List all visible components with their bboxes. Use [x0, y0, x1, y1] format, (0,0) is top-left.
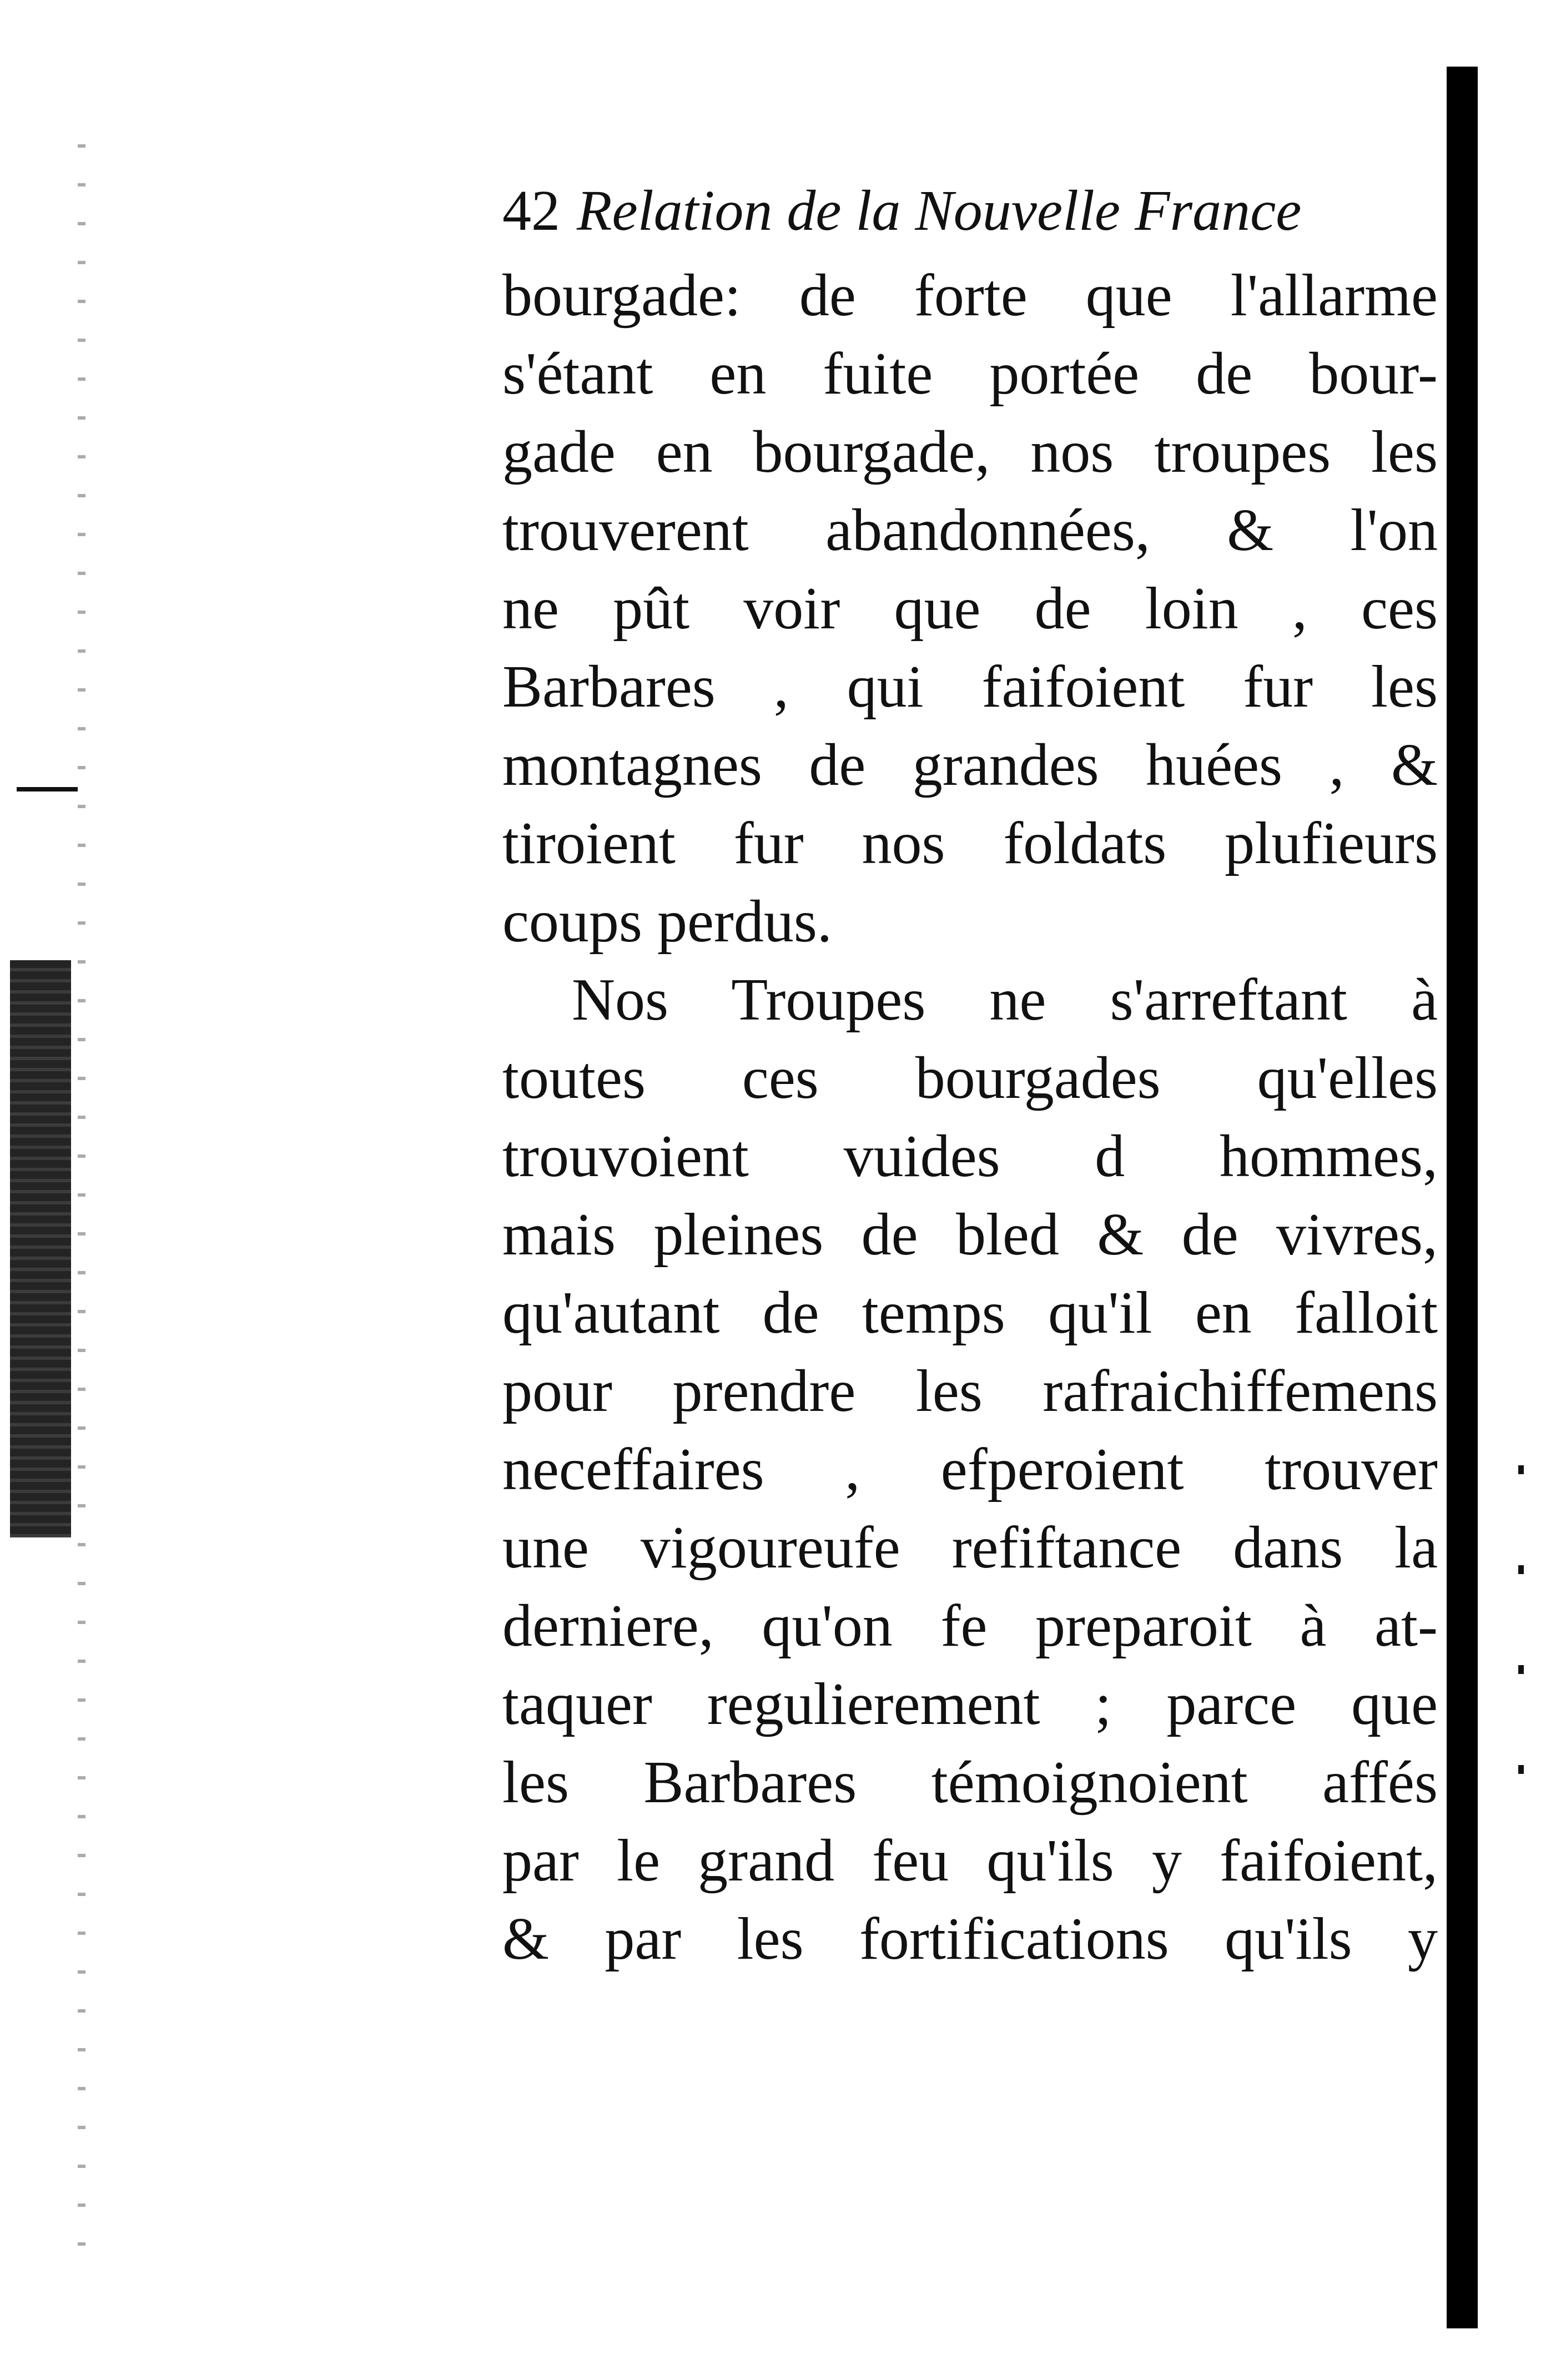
text-line: ne pût voir que de loin , ces	[502, 576, 1438, 642]
text-line: montagnes de grandes huées , &	[502, 732, 1438, 798]
text-line: neceffaires , efperoient trouver	[502, 1436, 1438, 1502]
book-page	[502, 172, 1438, 1978]
text-line: les Barbares témoignoient affés	[502, 1749, 1438, 1816]
text-line: mais pleines de bled & de vivres,	[502, 1202, 1438, 1268]
text-line-paragraph-start: Nos Troupes ne s'arreftant à	[572, 967, 1438, 1033]
running-title: Relation de la Nouvelle France	[577, 179, 1302, 243]
page-number: 42	[502, 179, 560, 243]
scan-edge-smudge	[10, 960, 71, 1537]
text-line: Barbares , qui faifoient fur les	[502, 654, 1438, 720]
page-gutter-bar	[1447, 67, 1478, 2328]
running-header	[502, 172, 1438, 250]
scan-edge-marks	[1518, 1465, 1524, 1865]
text-line: s'étant en fuite portée de bour-	[502, 341, 1438, 407]
body-text	[502, 256, 1438, 1978]
text-line: toutes ces bourgades qu'elles	[502, 1045, 1438, 1111]
text-line: trouvoient vuides d hommes,	[502, 1123, 1438, 1189]
scan-margin-dots	[78, 144, 85, 2253]
text-line: gade en bourgade, nos troupes les	[502, 419, 1438, 485]
text-line: coups perdus.	[502, 889, 832, 955]
text-line: une vigoureufe refiftance dans la	[502, 1515, 1438, 1581]
text-line: bourgade: de forte que l'allarme	[502, 263, 1438, 329]
text-line: derniere, qu'on fe preparoit à at-	[502, 1593, 1438, 1659]
text-line: qu'autant de temps qu'il en falloit	[502, 1280, 1438, 1346]
text-line: & par les fortifications qu'ils y	[502, 1906, 1438, 1972]
text-line: taquer regulierement ; parce que	[502, 1671, 1438, 1737]
text-line: tiroient fur nos foldats plufieurs	[502, 810, 1438, 876]
text-line: par le grand feu qu'ils y faifoient,	[502, 1828, 1438, 1894]
text-line: trouverent abandonnées, & l'on	[502, 497, 1438, 563]
scan-margin-tick	[17, 787, 78, 791]
text-line: pour prendre les rafraichiffemens	[502, 1358, 1438, 1424]
